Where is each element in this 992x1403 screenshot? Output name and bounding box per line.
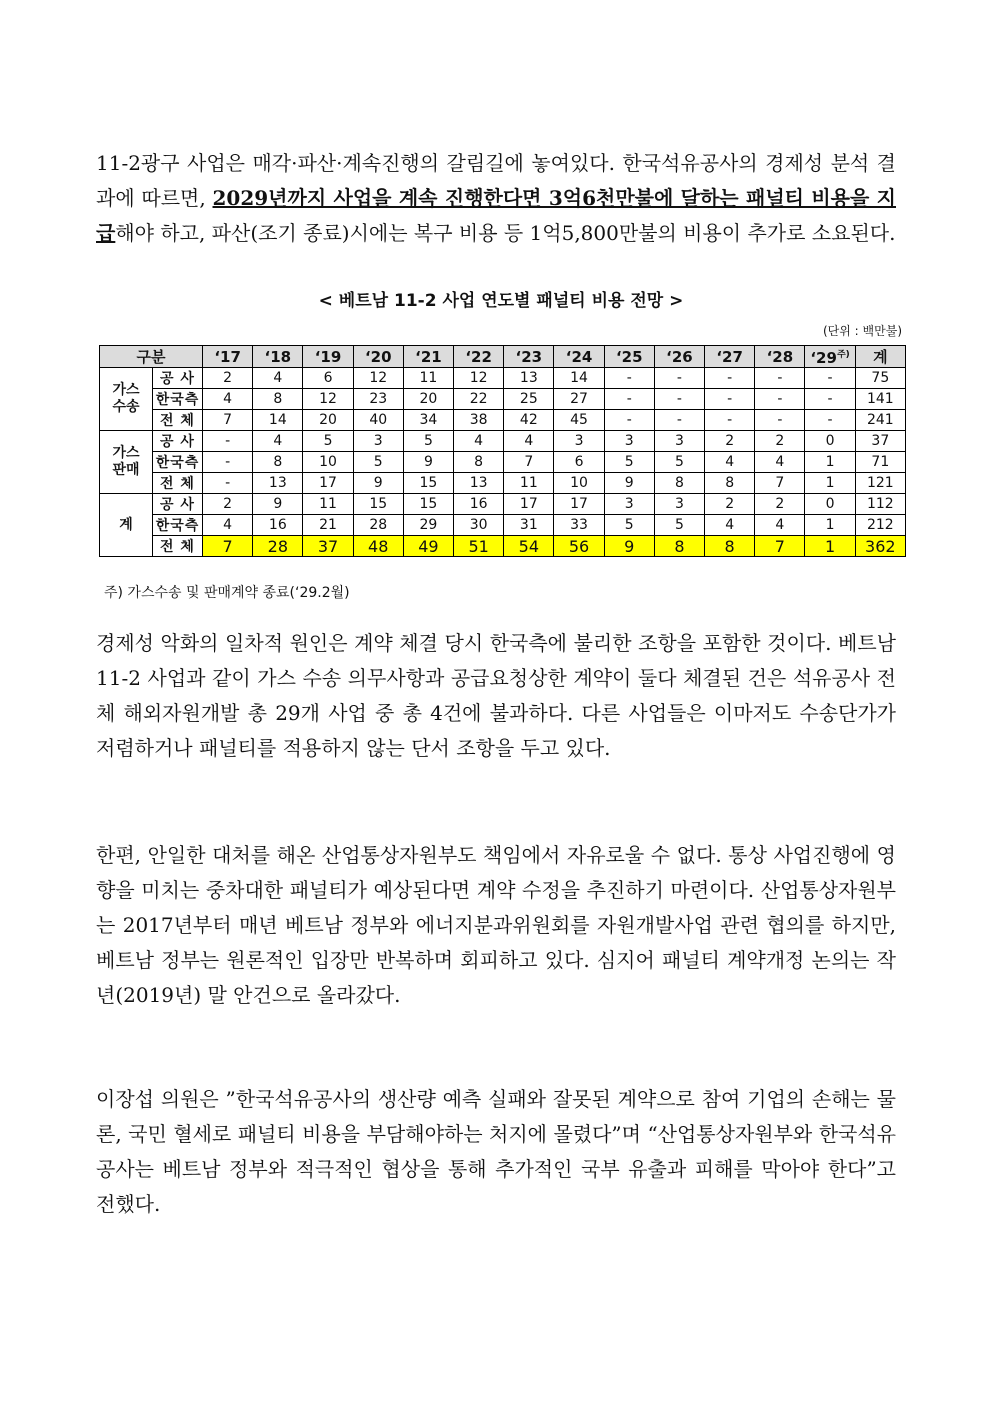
table-row bbox=[100, 368, 906, 389]
table-cell: 4 bbox=[454, 431, 504, 452]
table-cell: 3 bbox=[604, 431, 654, 452]
table-cell: 30 bbox=[454, 515, 504, 536]
table-cell: 5 bbox=[303, 431, 353, 452]
table-cell: - bbox=[203, 431, 253, 452]
row-label: 전 체 bbox=[153, 410, 203, 431]
table-cell: 56 bbox=[554, 536, 604, 557]
table-cell: 16 bbox=[253, 515, 303, 536]
row-total-cell: 121 bbox=[855, 473, 905, 494]
table-cell: 8 bbox=[705, 473, 755, 494]
paragraph-4: 이장섭 의원은 ”한국석유공사의 생산량 예측 실패와 잘못된 계약으로 참여 기업의 손해는 물론, 국민 혈세로 패널티 비용을 부담해야하는 처지에 몰렸다”며 “산업통상자원부와 한국석유공사는 베트남 정부와 적극적인 협상을 통해 추가적인 국부 유출과 피해를 막아야 한다”고 전했다. bbox=[96, 1087, 896, 1216]
table-cell: - bbox=[755, 410, 805, 431]
table-cell: 51 bbox=[454, 536, 504, 557]
header-year-label: ‘19 bbox=[314, 347, 342, 366]
row-total-cell: 212 bbox=[855, 515, 905, 536]
header-year bbox=[403, 346, 453, 368]
table-cell: 54 bbox=[504, 536, 554, 557]
header-year bbox=[654, 346, 704, 368]
header-year bbox=[705, 346, 755, 368]
table-cell: 9 bbox=[353, 473, 403, 494]
table-cell: - bbox=[705, 368, 755, 389]
table-cell: - bbox=[654, 368, 704, 389]
table-cell: 11 bbox=[504, 473, 554, 494]
footnote-mark: 주) bbox=[836, 349, 850, 360]
table-cell: 2 bbox=[705, 431, 755, 452]
table-cell: 7 bbox=[755, 536, 805, 557]
table-row bbox=[100, 536, 906, 557]
table-cell: 4 bbox=[755, 515, 805, 536]
table-cell: 9 bbox=[253, 494, 303, 515]
header-year bbox=[353, 346, 403, 368]
table-cell: 8 bbox=[253, 452, 303, 473]
table-cell: 2 bbox=[755, 494, 805, 515]
paragraph-3: 한편, 안일한 대처를 해온 산업통상자원부도 책임에서 자유로울 수 없다. 통상 사업진행에 영향을 미치는 중차대한 패널티가 예상된다면 계약 수정을 추진하기 마련이다. 산업통상자원부는 2017년부터 매년 베트남 정부와 에너지분과위원회를 자원개발사업 관련 협의를 하지만, 베트남 정부는 원론적인 입장만 반복하며 회피하고 있다. 심지어 패널티 계약개정 논의는 작년(2019년) 말 안건으로 올라갔다. bbox=[96, 843, 896, 1007]
table-row bbox=[100, 452, 906, 473]
header-year-label: ‘24 bbox=[565, 347, 593, 366]
row-label: 전 체 bbox=[153, 473, 203, 494]
row-total-cell: 71 bbox=[855, 452, 905, 473]
table-cell: 7 bbox=[504, 452, 554, 473]
header-year bbox=[253, 346, 303, 368]
table-body bbox=[100, 368, 906, 557]
header-year bbox=[303, 346, 353, 368]
table-cell: 15 bbox=[403, 494, 453, 515]
row-total-cell: 241 bbox=[855, 410, 905, 431]
table-cell: 25 bbox=[504, 389, 554, 410]
table-cell: 21 bbox=[303, 515, 353, 536]
header-category: 구분 bbox=[100, 346, 203, 368]
table-cell: 4 bbox=[253, 368, 303, 389]
table-cell: - bbox=[805, 368, 855, 389]
table-cell: - bbox=[604, 410, 654, 431]
table-cell: 28 bbox=[353, 515, 403, 536]
table-cell: - bbox=[604, 389, 654, 410]
table-cell: 8 bbox=[705, 536, 755, 557]
table-cell: 4 bbox=[705, 515, 755, 536]
table-cell: 9 bbox=[604, 536, 654, 557]
table-cell: - bbox=[203, 452, 253, 473]
table-cell: 8 bbox=[454, 452, 504, 473]
table-cell: 17 bbox=[303, 473, 353, 494]
table-cell: 13 bbox=[253, 473, 303, 494]
row-total-cell: 141 bbox=[855, 389, 905, 410]
table-cell: 4 bbox=[705, 452, 755, 473]
row-label: 공 사 bbox=[153, 494, 203, 515]
table-cell: 45 bbox=[554, 410, 604, 431]
table-cell: 12 bbox=[303, 389, 353, 410]
table-cell: 33 bbox=[554, 515, 604, 536]
table-cell: 22 bbox=[454, 389, 504, 410]
table-cell: 48 bbox=[353, 536, 403, 557]
table-cell: 6 bbox=[554, 452, 604, 473]
table-cell: 49 bbox=[403, 536, 453, 557]
header-year-label: ‘23 bbox=[515, 347, 543, 366]
row-label: 전 체 bbox=[153, 536, 203, 557]
header-year-label: ‘28 bbox=[766, 347, 794, 366]
table-cell: 17 bbox=[554, 494, 604, 515]
table-cell: 1 bbox=[805, 515, 855, 536]
table-cell: - bbox=[805, 389, 855, 410]
header-year-label: ‘17 bbox=[214, 347, 241, 366]
table-cell: 0 bbox=[805, 494, 855, 515]
group-label: 가스 판매 bbox=[100, 431, 153, 494]
table-cell: 5 bbox=[353, 452, 403, 473]
table-cell: 3 bbox=[604, 494, 654, 515]
table-cell: - bbox=[654, 410, 704, 431]
table-cell: 13 bbox=[454, 473, 504, 494]
table-row bbox=[100, 431, 906, 452]
table-cell: 40 bbox=[353, 410, 403, 431]
paragraph-1 bbox=[96, 146, 896, 251]
header-year-label: ‘18 bbox=[264, 347, 292, 366]
penalty-table bbox=[99, 345, 906, 557]
header-year-label: ‘22 bbox=[465, 347, 492, 366]
table-cell: 3 bbox=[353, 431, 403, 452]
paragraph-2: 경제성 악화의 일차적 원인은 계약 체결 당시 한국측에 불리한 조항을 포함한 것이다. 베트남 11-2 사업과 같이 가스 수송 의무사항과 공급요청상한 계약이 둘다 체결된 건은 석유공사 전체 해외자원개발 총 29개 사업 중 총 4건에 불과하다. 다른 사업들은 이마저도 수송단가가 저렴하거나 패널티를 적용하지 않는 단서 조항을 두고 있다. bbox=[96, 631, 896, 760]
table-cell: 3 bbox=[654, 494, 704, 515]
table-cell: 11 bbox=[403, 368, 453, 389]
table-cell: 8 bbox=[253, 389, 303, 410]
table-cell: 17 bbox=[504, 494, 554, 515]
row-total-cell: 362 bbox=[855, 536, 905, 557]
header-year-label: ‘25 bbox=[615, 347, 643, 366]
table-cell: 1 bbox=[805, 452, 855, 473]
table-row bbox=[100, 389, 906, 410]
table-cell: 3 bbox=[554, 431, 604, 452]
table-row bbox=[100, 494, 906, 515]
table-cell: 20 bbox=[303, 410, 353, 431]
paragraph-1-text-a: 11-2광구 사업은 매각·파산·계속진행의 갈림길에 놓여있다. 한국석유공사의 경제성 분석 결과에 따르면, bbox=[96, 151, 896, 210]
table-cell: 1 bbox=[805, 473, 855, 494]
table-cell: 8 bbox=[654, 473, 704, 494]
table-cell: 4 bbox=[203, 515, 253, 536]
table-cell: - bbox=[755, 368, 805, 389]
table-cell: 2 bbox=[705, 494, 755, 515]
table-cell: 10 bbox=[303, 452, 353, 473]
table-cell: - bbox=[755, 389, 805, 410]
table-cell: 34 bbox=[403, 410, 453, 431]
table-cell: 29 bbox=[403, 515, 453, 536]
header-year bbox=[454, 346, 504, 368]
table-cell: 8 bbox=[654, 536, 704, 557]
table-cell: 12 bbox=[454, 368, 504, 389]
unit-note: (단위 : 백만불) bbox=[823, 324, 902, 338]
row-label: 한국측 bbox=[153, 389, 203, 410]
table-row bbox=[100, 410, 906, 431]
table-cell: 4 bbox=[504, 431, 554, 452]
row-label: 공 사 bbox=[153, 368, 203, 389]
table-cell: 4 bbox=[253, 431, 303, 452]
table-cell: 5 bbox=[403, 431, 453, 452]
table-cell: 5 bbox=[604, 515, 654, 536]
table-cell: 11 bbox=[303, 494, 353, 515]
table-cell: - bbox=[805, 410, 855, 431]
table-row bbox=[100, 473, 906, 494]
table-cell: 5 bbox=[654, 452, 704, 473]
table-footnote: 주) 가스수송 및 판매계약 종료(‘29.2월) bbox=[104, 585, 350, 601]
table-header-row bbox=[100, 346, 906, 368]
table-cell: 7 bbox=[203, 410, 253, 431]
table-cell: 3 bbox=[654, 431, 704, 452]
table-cell: 15 bbox=[353, 494, 403, 515]
table-cell: 27 bbox=[554, 389, 604, 410]
table-cell: - bbox=[604, 368, 654, 389]
table-cell: 23 bbox=[353, 389, 403, 410]
table-cell: 28 bbox=[253, 536, 303, 557]
table-cell: 4 bbox=[203, 389, 253, 410]
header-total: 계 bbox=[855, 346, 905, 368]
table-cell: - bbox=[203, 473, 253, 494]
table-cell: - bbox=[705, 389, 755, 410]
paragraph-1-emphasis: 2029년까지 사업을 계속 진행한다면 3억6천만불에 달하는 패널티 비용을 지급 bbox=[96, 186, 896, 245]
row-total-cell: 75 bbox=[855, 368, 905, 389]
group-label: 계 bbox=[100, 494, 153, 557]
table-cell: 6 bbox=[303, 368, 353, 389]
header-year-label: ‘21 bbox=[415, 347, 442, 366]
header-year bbox=[203, 346, 253, 368]
table-cell: 42 bbox=[504, 410, 554, 431]
header-year bbox=[604, 346, 654, 368]
header-year-label: ‘26 bbox=[666, 347, 693, 366]
table-cell: 7 bbox=[203, 536, 253, 557]
header-year bbox=[554, 346, 604, 368]
row-label: 한국측 bbox=[153, 515, 203, 536]
table-cell: 2 bbox=[203, 368, 253, 389]
table-cell: 13 bbox=[504, 368, 554, 389]
group-label: 가스 수송 bbox=[100, 368, 153, 431]
table-row bbox=[100, 515, 906, 536]
table-cell: 5 bbox=[604, 452, 654, 473]
table-cell: 38 bbox=[454, 410, 504, 431]
header-year bbox=[805, 346, 855, 368]
table-cell: 1 bbox=[805, 536, 855, 557]
table-cell: - bbox=[705, 410, 755, 431]
table-cell: 12 bbox=[353, 368, 403, 389]
table-cell: 14 bbox=[554, 368, 604, 389]
row-label: 한국측 bbox=[153, 452, 203, 473]
header-year-label: ‘29 bbox=[810, 348, 837, 367]
table-cell: - bbox=[654, 389, 704, 410]
table-caption: < 베트남 11-2 사업 연도별 패널티 비용 전망 > bbox=[318, 291, 684, 311]
table-cell: 16 bbox=[454, 494, 504, 515]
table-cell: 20 bbox=[403, 389, 453, 410]
table-cell: 14 bbox=[253, 410, 303, 431]
table-cell: 10 bbox=[554, 473, 604, 494]
row-total-cell: 112 bbox=[855, 494, 905, 515]
row-label: 공 사 bbox=[153, 431, 203, 452]
table-cell: 5 bbox=[654, 515, 704, 536]
table-cell: 9 bbox=[604, 473, 654, 494]
table-cell: 2 bbox=[755, 431, 805, 452]
table-cell: 2 bbox=[203, 494, 253, 515]
header-year-label: ‘20 bbox=[364, 347, 392, 366]
table-cell: 9 bbox=[403, 452, 453, 473]
paragraph-1-text-b: 해야 하고, 파산(조기 종료)시에는 복구 비용 등 1억5,800만불의 비용이 추가로 소요된다. bbox=[115, 221, 896, 245]
table-cell: 31 bbox=[504, 515, 554, 536]
header-year-label: ‘27 bbox=[716, 347, 743, 366]
header-year bbox=[504, 346, 554, 368]
row-total-cell: 37 bbox=[855, 431, 905, 452]
table-cell: 0 bbox=[805, 431, 855, 452]
header-year bbox=[755, 346, 805, 368]
table-cell: 37 bbox=[303, 536, 353, 557]
table-cell: 4 bbox=[755, 452, 805, 473]
table-cell: 7 bbox=[755, 473, 805, 494]
table-cell: 15 bbox=[403, 473, 453, 494]
